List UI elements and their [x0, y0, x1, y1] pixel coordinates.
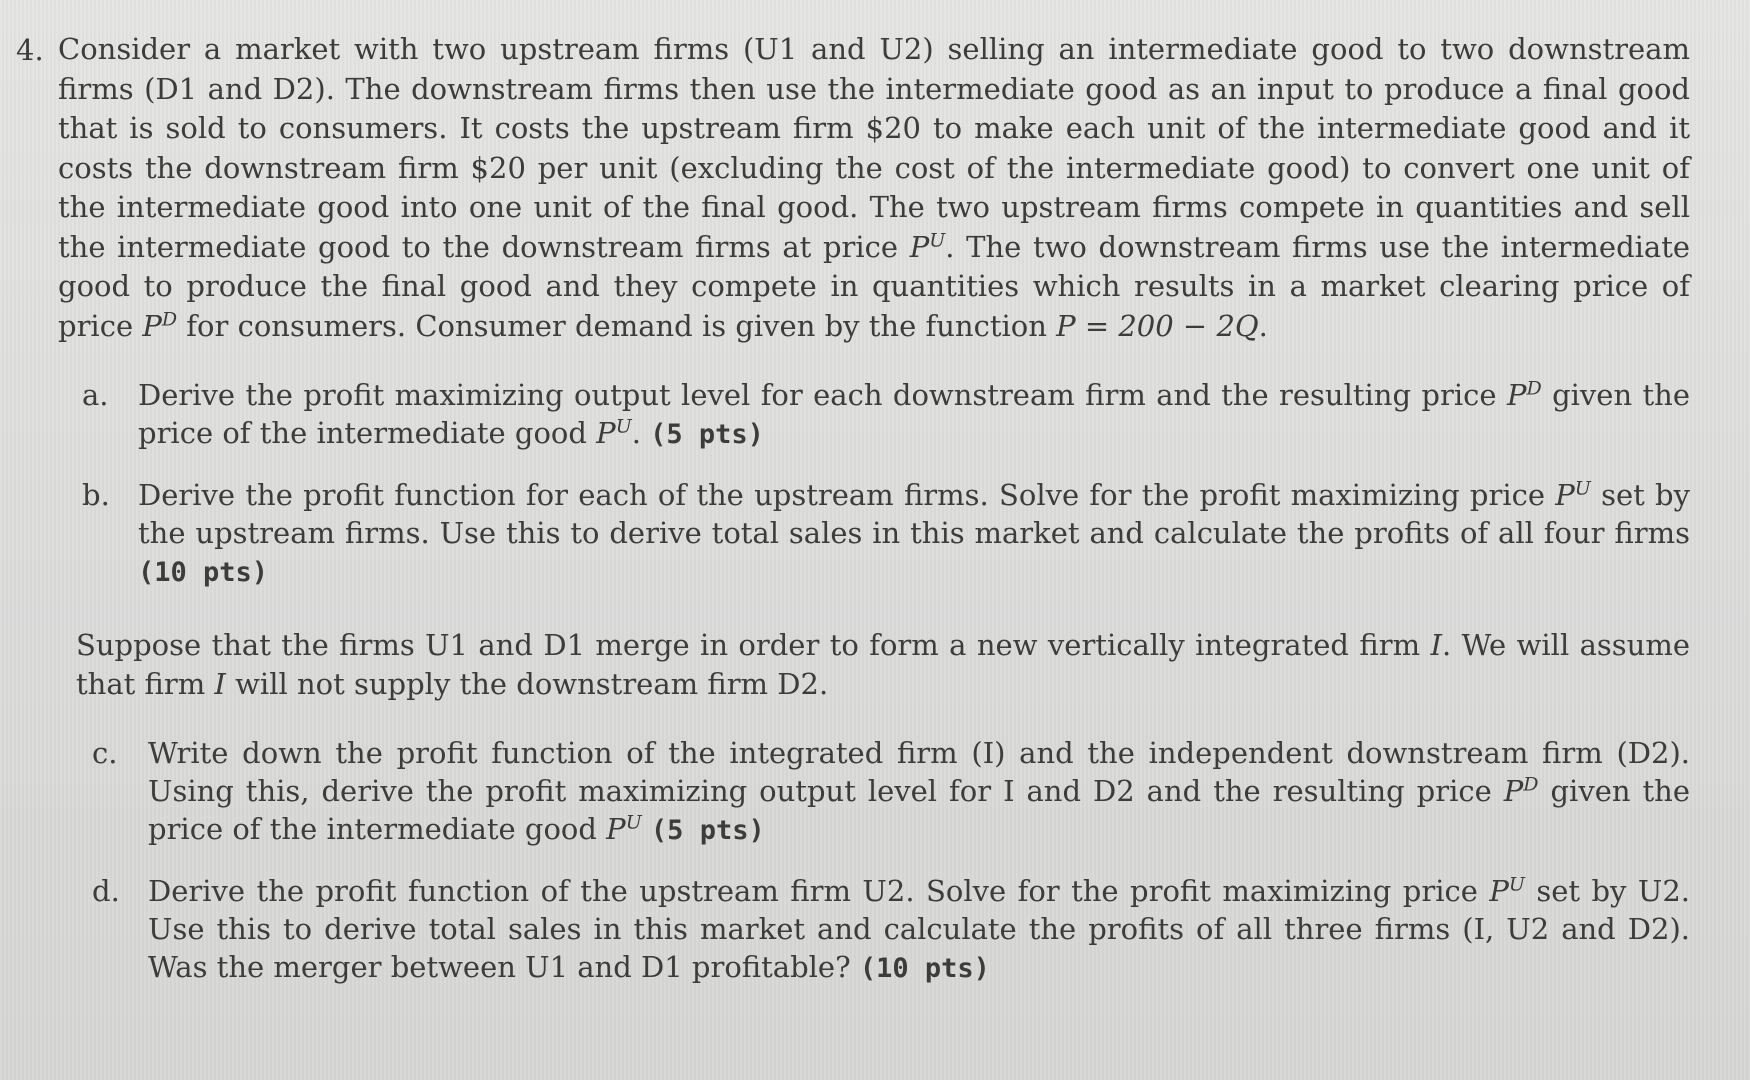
part-c [92, 734, 1690, 850]
part-b-points: (10 pts) [138, 557, 269, 588]
demand-function: P = 200 − 2Q [1056, 308, 1259, 343]
intro-text-1: Consider a market with two upstream firms (U1 and U2) selling an intermediate good to two downstream firms (D1 and D2). The downstream firms then use the intermediate good as an input to produce a final good that is sold to consumers. It costs the upstream firm $20 to make each unit of the intermediate good and it costs the downstream firm $20 per unit (excluding the cost of the intermediate good) to convert one unit of the intermediate good into one unit of the final good. The two upstream firms compete in quantities and sell the intermediate good to the downstream firms at price [58, 32, 1690, 264]
question-number: 4. [16, 33, 44, 67]
intro-text-3: for consumers. Consumer demand is given by the function [186, 308, 1047, 343]
part-a-points: (5 pts) [650, 419, 764, 450]
integrated-firm-symbol: I [1430, 628, 1442, 662]
part-d-text: Derive the profit function of the upstream firm U2. Solve for the profit maximizing price $P^U$ set by U2. Use this to derive total sales in this market and calculate the profits of all three firms (I, U2 and D2). Was the merger between U1 and D1 profitable? (10 pts) [148, 873, 1690, 984]
upstream-price-symbol: $P^U$ [1555, 477, 1591, 512]
intro-end: . [1258, 308, 1268, 343]
merger-paragraph: Suppose that the firms U1 and D1 merge in order to form a new vertically integrated firm I. We will assume that firm I will not supply the downstream firm D2. [76, 628, 1691, 701]
part-c-text: Write down the profit function of the integrated firm (I) and the independent downstream firm (D2). Using this, derive the profit maximizing output level for I and D2 and the resulting price $P^D$ given the price of the intermediate good $P^U$ (5 pts) [148, 736, 1691, 846]
question-4 [16, 30, 1690, 346]
upstream-price-symbol: $P^U$ [606, 811, 642, 846]
part-d-points: (10 pts) [859, 953, 990, 984]
part-c-letter: c. [92, 736, 118, 770]
part-b-letter: b. [82, 478, 110, 512]
upstream-price-symbol: $P^U$ [1489, 873, 1525, 908]
intro-text-2: . The two downstream firms use the intermediate good to produce the final good and they compete in quantities which results in a market clearing price of price [58, 229, 1691, 343]
part-d-letter: d. [92, 874, 120, 908]
part-c-points: (5 pts) [650, 815, 765, 846]
part-a [82, 376, 1690, 454]
part-d [92, 872, 1690, 988]
downstream-price-symbol: $P^D$ [1503, 773, 1539, 808]
upstream-price-symbol: $P^U$ [909, 228, 946, 264]
part-a-text: Derive the profit maximizing output level for each downstream firm and the resulting price $P^D$ given the price of the intermediate good $P^U$. (5 pts) [138, 377, 1691, 450]
part-b [82, 476, 1690, 592]
part-a-letter: a. [82, 378, 109, 412]
integrated-firm-symbol: I [214, 667, 226, 701]
part-b-text: Derive the profit function for each of the upstream firms. Solve for the profit maximizing price $P^U$ set by the upstream firms. Use this to derive total sales in this market and calculate the profits of all four firms (10 pts) [138, 477, 1690, 588]
downstream-price-symbol: $P^D$ [1506, 377, 1542, 412]
question-intro [58, 30, 1690, 346]
downstream-price-symbol: $P^D$ [142, 307, 178, 343]
upstream-price-symbol: $P^U$ [596, 415, 632, 450]
